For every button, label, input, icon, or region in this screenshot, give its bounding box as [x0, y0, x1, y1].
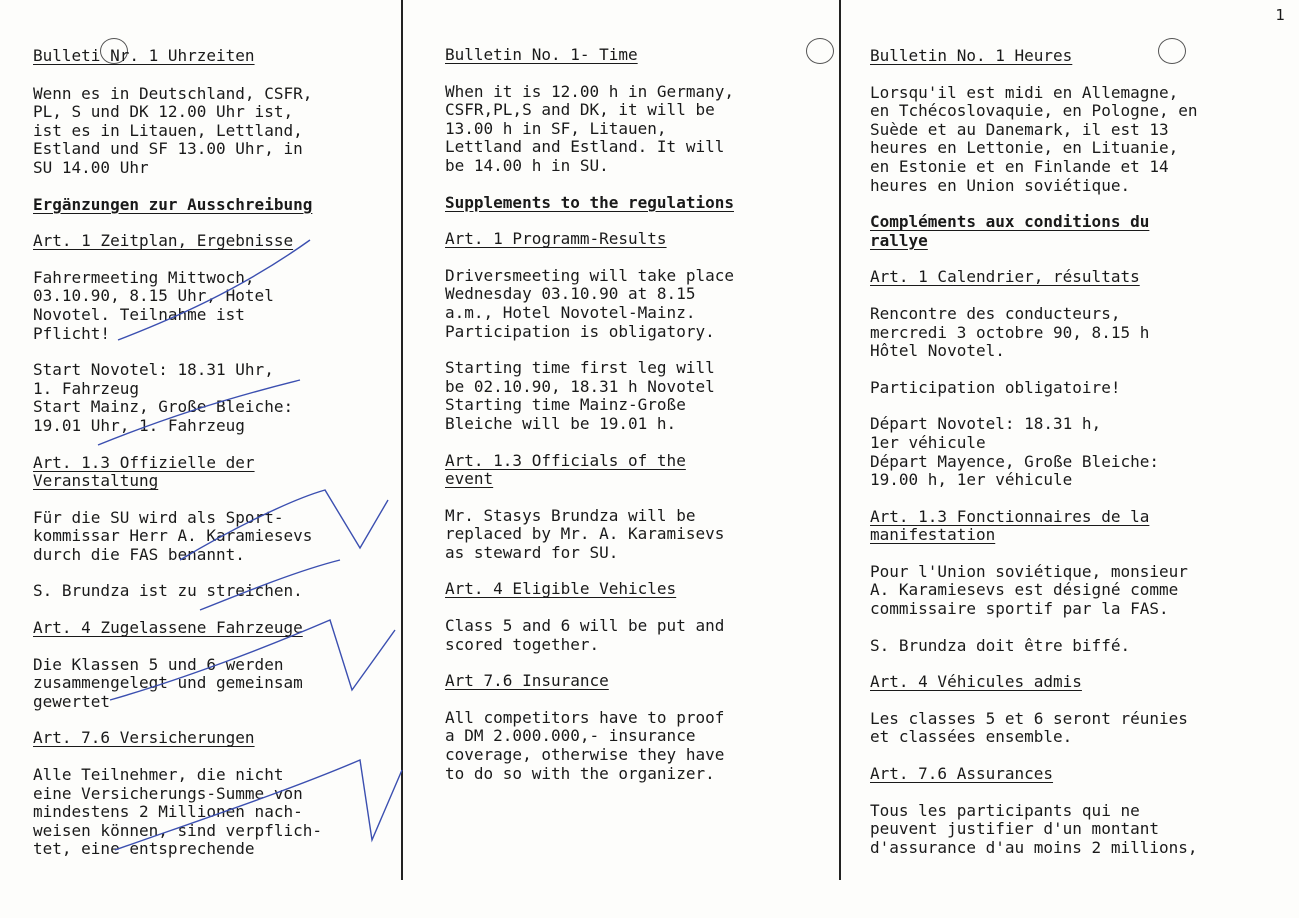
column-divider-right	[839, 0, 841, 880]
french-art13-strike: S. Brundza doit être biffé.	[870, 635, 1131, 655]
german-art4-heading: Art. 4 Zugelassene Fahrzeuge	[33, 618, 303, 638]
column-divider-left	[401, 0, 403, 880]
french-title: Bulletin No. 1 Heures	[870, 46, 1073, 65]
french-art76-text: Tous les participants qui ne peuvent justifier d'un montant d'assurance d'au moins 2 millions,	[870, 800, 1198, 857]
german-art1-meeting: Fahrermeeting Mittwoch, 03.10.90, 8.15 Uhr, Hotel Novotel. Teilnahme ist Pflicht!	[33, 267, 274, 343]
english-art76-heading: Art 7.6 Insurance	[445, 671, 609, 691]
german-art13-strike: S. Brundza ist zu streichen.	[33, 581, 303, 601]
english-art4-text: Class 5 and 6 will be put and scored together.	[445, 616, 725, 654]
french-column	[870, 47, 1280, 857]
german-art1-start: Start Novotel: 18.31 Uhr, 1. Fahrzeug Start Mainz, Große Bleiche: 19.01 Uhr, 1. Fahrzeug	[33, 360, 294, 435]
german-column	[33, 47, 393, 859]
german-time-text: Wenn es in Deutschland, CSFR, PL, S und DK 12.00 Uhr ist, ist es in Litauen, Lettland, Estland und SF 13.00 Uhr, in SU 14.00 Uhr	[33, 83, 313, 177]
english-art4-heading: Art. 4 Eligible Vehicles	[445, 579, 677, 599]
french-art76-heading: Art. 7.6 Assurances	[870, 764, 1054, 784]
english-art1-start: Starting time first leg will be 02.10.90, 18.31 h Novotel Starting time Mainz-Große Bleiche will be 19.01 h.	[445, 358, 715, 433]
english-art76-text: All competitors have to proof a DM 2.000.000,- insurance coverage, otherwise they have to do so with the organizer.	[445, 707, 725, 783]
german-art76-text: Alle Teilnehmer, die nicht eine Versicherungs-Summe von mindestens 2 Millionen nach- weisen können, sind verpflich- tet, eine entsprechende	[33, 765, 322, 859]
english-supplements-heading: Supplements to the regulations	[445, 192, 734, 212]
german-title: Bulleti Nr. 1 Uhrzeiten	[33, 46, 255, 65]
french-art13-heading: Art. 1.3 Fonctionnaires de la manifestation	[870, 506, 1150, 545]
french-art13-text: Pour l'Union soviétique, monsieur A. Karamiesevs est désigné comme commissaire sportif par la FAS.	[870, 561, 1188, 619]
english-art13-heading: Art. 1.3 Officials of the event	[445, 450, 686, 489]
french-supplements-heading: Compléments aux conditions du rallye	[870, 212, 1150, 250]
german-art1-heading: Art. 1 Zeitplan, Ergebnisse	[33, 231, 294, 251]
german-supplements-heading: Ergänzungen zur Ausschreibung	[33, 194, 313, 214]
german-art4-text: Die Klassen 5 und 6 werden zusammengelegt und gemeinsam gewertet	[33, 654, 303, 711]
english-art1-meeting: Driversmeeting will take place Wednesday 03.10.90 at 8.15 a.m., Hotel Novotel-Mainz. Participation is obligatory.	[445, 265, 734, 341]
french-art1-participation: Participation obligatoire!	[870, 377, 1121, 397]
french-art1-meeting: Rencontre des conducteurs, mercredi 3 octobre 90, 8.15 h Hôtel Novotel.	[870, 303, 1150, 361]
french-art1-start: Départ Novotel: 18.31 h, 1er véhicule Départ Mayence, Große Bleiche: 19.00 h, 1er véhicule	[870, 414, 1159, 490]
page-number: 1	[1275, 6, 1285, 24]
german-art13-heading: Art. 1.3 Offizielle der Veranstaltung	[33, 452, 255, 491]
english-title: Bulletin No. 1- Time	[445, 45, 638, 64]
french-art4-heading: Art. 4 Véhicules admis	[870, 672, 1082, 692]
english-art13-text: Mr. Stasys Brundza will be replaced by Mr. A. Karamisevs as steward for SU.	[445, 505, 725, 562]
german-art13-text: Für die SU wird als Sport- kommissar Herr A. Karamiesevs durch die FAS benannt.	[33, 507, 313, 564]
french-time-text: Lorsqu'il est midi en Allemagne, en Tchécoslovaquie, en Pologne, en Suède et au Danemark, il est 13 heures en Lettonie, en Lituanie, en Estonie et en Finlande et 14 heures en Union soviétique.	[870, 82, 1198, 195]
english-art1-heading: Art. 1 Programm-Results	[445, 229, 667, 249]
english-time-text: When it is 12.00 h in Germany, CSFR,PL,S and DK, it will be 13.00 h in SF, Litauen, Lettland and Estland. It will be 14.00 h in SU.	[445, 81, 734, 175]
french-art4-text: Les classes 5 et 6 seront réunies et classées ensemble.	[870, 708, 1188, 747]
french-art1-heading: Art. 1 Calendrier, résultats	[870, 267, 1140, 287]
english-column	[445, 46, 830, 783]
german-art76-heading: Art. 7.6 Versicherungen	[33, 728, 255, 748]
